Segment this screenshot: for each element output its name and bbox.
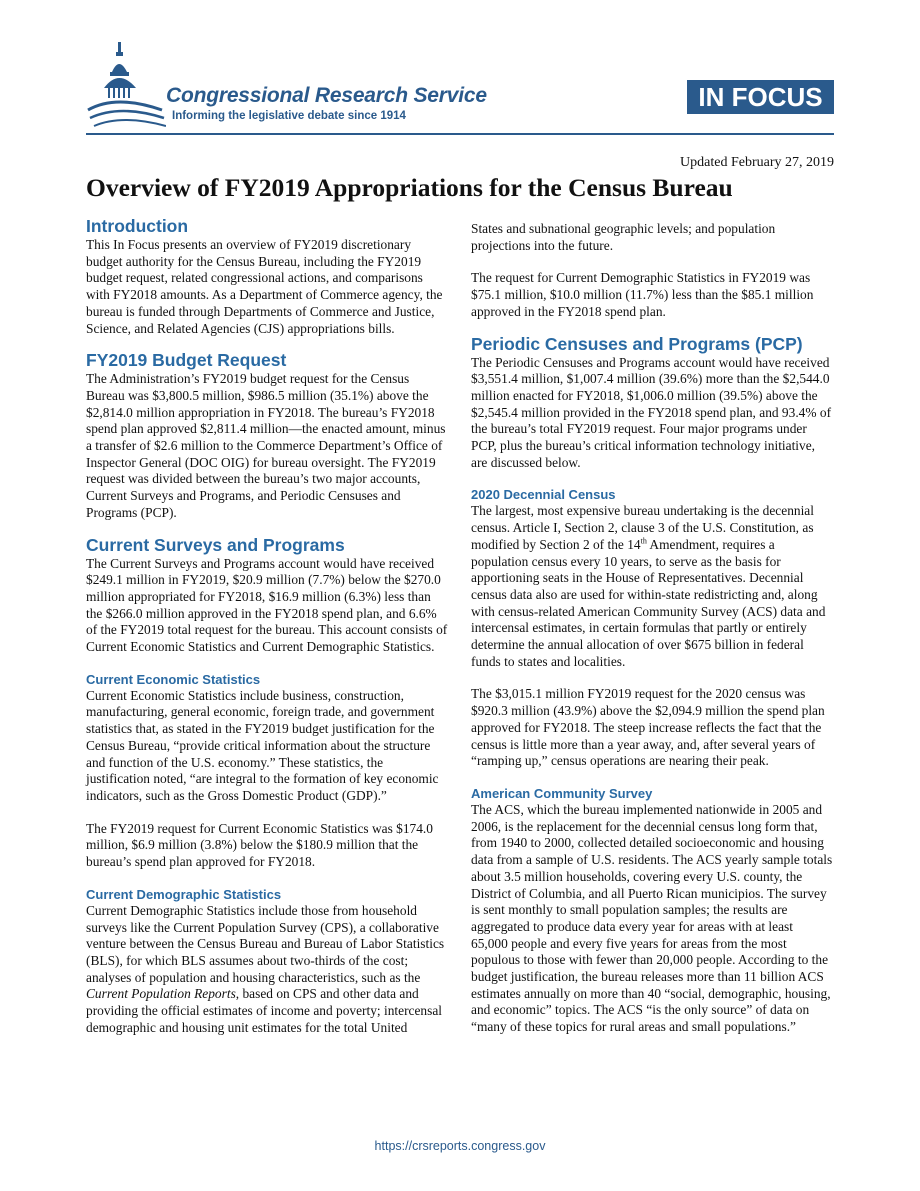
heading-current-demographic: Current Demographic Statistics: [86, 886, 282, 902]
footer-url[interactable]: https://crsreports.congress.gov: [374, 1139, 546, 1153]
right-column: [471, 221, 833, 1036]
page-title: Overview of FY2019 Appropriations for the Census Bureau: [86, 173, 733, 202]
org-tagline: Informing the legislative debate since 1914: [172, 110, 406, 122]
heading-acs: American Community Survey: [471, 785, 653, 801]
paragraph-demographic-continued: States and subnational geographic levels; and population projections into the future.: [471, 221, 776, 253]
org-name: Congressional Research Service: [166, 84, 487, 107]
paragraph-demographic-request: The request for Current Demographic Statistics in FY2019 was $75.1 million, $10.0 million (11.7%) less than the $85.1 million approved in the FY2018 spend plan.: [471, 270, 814, 319]
paragraph-current-surveys: The Current Surveys and Programs account would have received $249.1 million in FY2019, $20.9 million (7.7%) below the $270.0 million appropriated for FY2018, $16.9 million (6.3%) less than the $266.0 million approved in the FY2018 spend plan, and 6.6% of the FY2019 total request for the bureau. This account consists of Current Economic Statistics and Current Demographic Statistics.: [86, 555, 448, 655]
left-column: [86, 216, 448, 1036]
heading-budget-request: FY2019 Budget Request: [86, 350, 287, 371]
updated-date: Updated February 27, 2019: [680, 155, 834, 170]
page-header: [0, 0, 920, 140]
paragraph-acs: The ACS, which the bureau implemented nationwide in 2005 and 2006, is the replacement for the decennial census long form that, from 1940 to 2000, collected detailed socioeconomic and housing data from a sample of U.S. residents. The ACS yearly sample totals about 3.5 million households, covering every U.S. county, the District of Columbia, and all Puerto Rican municipios. The survey is sent monthly to small population samples; the results are aggregated to produce data every year for areas with at least 65,000 people and every five years for areas from the most populous to those with fewer than 20,000 people. According to the budget justification, the bureau releases more than 11 billion ACS estimates annually on more than 40 “social, demographic, housing, and economic” topics. The ACS “is the only source” of data on “many of these topics for rural areas and small populations.”: [471, 801, 833, 1035]
capitol-dome-logo: [86, 38, 166, 128]
paragraph-periodic-censuses: The Periodic Censuses and Programs account would have received $3,551.4 million, $1,007.4 million (39.6%) more than the $2,544.0 million enacted for FY2018, $1,006.0 million (39.5%) above the $2,545.4 million provided in the FY2018 spend plan, and 93.4% of the bureau’s total FY2019 request. Four major programs under PCP, plus the bureau’s critical information technology initiative, are discussed below.: [471, 354, 832, 470]
paragraph-decennial-census-1: The largest, most expensive bureau undertaking is the decennial census. Article I, Section 2, clause 3 of the U.S. Constitution, as modified by Section 2 of the 14th Amendment, requires a population census every 10 years, to serve as the basis for apportioning seats in the House of Representatives. Decennial census data also are used for within-state redistricting and, along with census-related American Community Survey (ACS) data and intercensal estimates, in certain formulas that partly or entirely determine the annual allocation of over $675 billion in federal funds to states and localities.: [471, 503, 826, 669]
heading-introduction: Introduction: [86, 216, 189, 236]
paragraph-current-economic-1: Current Economic Statistics include business, construction, manufacturing, general economic, foreign trade, and government statistics that, as stated in the FY2019 budget justification for the Census Bureau, “provide critical information about the structure and function of the U.S. economy.” These statistics, the justification noted, “are integral to the formation of key economic indicators, such as the Gross Domestic Product (GDP).”: [86, 687, 439, 803]
paragraph-budget-request: The Administration’s FY2019 budget request for the Census Bureau was $3,800.5 million, $986.5 million (35.1%) above the $2,814.0 million appropriation in FY2018. The bureau’s FY2018 spend plan approved $2,811.4 million—the enacted amount, minus a transfer of $2.6 million to the Commerce Department’s Office of Inspector General (DOC OIG) for bureau oversight. The FY2019 request was divided between the bureau’s two major accounts, Current Surveys and Programs, and Periodic Censuses and Programs (PCP).: [86, 371, 446, 520]
paragraph-introduction: This In Focus presents an overview of FY2019 discretionary budget authority for the Census Bureau, including the FY2019 budget request, related congressional actions, and comparisons with FY2018 amounts. As a Department of Commerce agency, the bureau is funded through Departments of Commerce and Justice, Science, and Related Agencies (CJS) appropriations bills.: [86, 237, 443, 336]
in-focus-badge: IN FOCUS: [687, 80, 834, 114]
paragraph-decennial-census-2: The $3,015.1 million FY2019 request for the 2020 census was $920.3 million (43.9%) above the $2,094.9 million the spend plan approved for FY2018. The steep increase reflects the fact that the census is little more than a year away, and, after several years of “ramping up,” census operations are nearing their peak.: [471, 686, 825, 769]
header-rule: [86, 133, 834, 135]
heading-current-surveys: Current Surveys and Programs: [86, 534, 345, 555]
paragraph-current-demographic: Current Demographic Statistics include those from household surveys like the Current Population Survey (CPS), a collaborative venture between the Census Bureau and Bureau of Labor Statistics (BLS), for which BLS assumes about two-thirds of the cost; analyses of population and housing characteristics, such as the Current Population Reports, based on CPS and other data and providing the official estimates of income and poverty; intercensal demographic and housing unit estimates for the total United: [86, 902, 445, 1035]
paragraph-current-economic-2: The FY2019 request for Current Economic Statistics was $174.0 million, $6.9 million (3.8%) below the $180.9 million that the bureau’s spend plan approved for FY2018.: [86, 820, 433, 870]
heading-current-economic: Current Economic Statistics: [86, 671, 261, 687]
heading-periodic-censuses: Periodic Censuses and Programs (PCP): [471, 333, 803, 354]
heading-decennial-census: 2020 Decennial Census: [471, 487, 616, 503]
